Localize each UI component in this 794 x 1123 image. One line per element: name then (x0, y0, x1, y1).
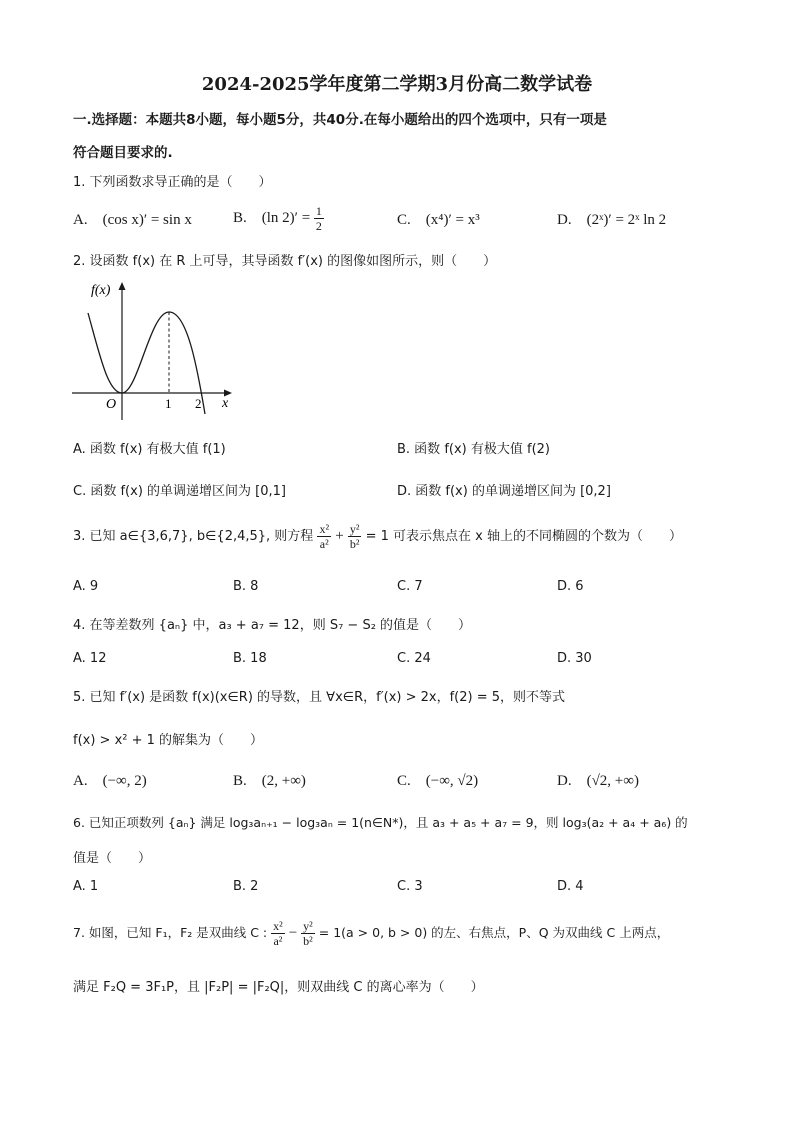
question-2-stem: 2. 设函数 f(x) 在 R 上可导，其导函数 f′(x) 的图像如图所示，则（ ） (73, 254, 497, 269)
question-7-stem-line2: 满足 F₂Q = 3F₁P，且 |F₂P| = |F₂Q|，则双曲线 C 的离心率为（ ） (73, 980, 484, 995)
question-3-fraction-y (348, 522, 362, 551)
question-2-derivative-graph (70, 276, 240, 426)
fraction-denominator: b² (303, 934, 313, 948)
question-2-option-a: A. 函数 f(x) 有极大值 f(1) (73, 442, 226, 457)
question-5-option-c: C. (−∞, √2) (397, 773, 479, 789)
graph-tick-1: 1 (165, 396, 172, 411)
question-4-option-a: A. 12 (73, 651, 107, 666)
fraction-numerator: x² (319, 522, 330, 536)
y-axis-arrow-icon (119, 282, 126, 290)
fraction-numerator: y² (303, 919, 313, 933)
section-instructions-line1: 一.选择题：本题共8小题，每小题5分，共40分.在每小题给出的四个选项中，只有一项是 (73, 112, 607, 128)
question-6-stem-line2: 值是（ ） (73, 851, 152, 866)
fraction-numerator: y² (349, 522, 360, 536)
question-7-stem-line1: 7. 如图，已知 F₁，F₂ 是双曲线 C : $\frac{\text{x²}}{\text{a²}}$ − $\frac{\text{y²}}{\text{b²}}$ = 1(a > 0, b > 0) 的左、右焦点，P、Q 为双曲线 C 上两点， (73, 919, 670, 948)
question-5-option-d: D. (√2, +∞) (557, 773, 639, 789)
fraction-numerator: x² (273, 919, 283, 933)
question-5-stem-line2: f(x) > x² + 1 的解集为（ ） (73, 733, 264, 748)
question-7-fraction-y (301, 919, 315, 948)
fraction-denominator: 2 (315, 219, 322, 233)
question-3-fraction-x (317, 522, 331, 551)
question-4-option-d: D. 30 (557, 651, 592, 666)
question-4-option-c: C. 24 (397, 651, 431, 666)
question-4-stem: 4. 在等差数列 {aₙ} 中，a₃ + a₇ = 12，则 S₇ − S₂ 的值是（ ） (73, 618, 472, 633)
question-1-stem: 1. 下列函数求导正确的是（ ） (73, 175, 272, 190)
fraction-denominator: a² (319, 537, 329, 551)
graph-x-label: x (222, 396, 229, 411)
question-3-stem-post: = 1 可表示焦点在 x 轴上的不同椭圆的个数为（ ） (365, 529, 682, 544)
graph-origin-label: O (106, 397, 117, 412)
question-1-option-b-text: B. (ln 2)′ = (233, 209, 311, 226)
question-6-stem-line1: 6. 已知正项数列 {aₙ} 满足 log₃aₙ₊₁ − log₃aₙ = 1(n∈N*)，且 a₃ + a₅ + a₇ = 9，则 log₃(a₂ + a₄ + a₆) 的 (73, 815, 688, 830)
question-7-stem-post: = 1(a > 0, b > 0) 的左、右焦点，P、Q 为双曲线 C 上两点， (318, 925, 670, 940)
question-3-option-c: C. 7 (397, 579, 423, 594)
question-1-option-a: A. (cos x)′ = sin x (73, 212, 192, 228)
question-7-stem-pre: 7. 如图，已知 F₁，F₂ 是双曲线 C : (73, 925, 268, 940)
question-2-option-b: B. 函数 f(x) 有极大值 f(2) (397, 442, 550, 457)
question-7-fraction-x (271, 919, 285, 948)
section-instructions-line2: 符合题目要求的. (73, 145, 173, 161)
fraction-numerator: 1 (315, 204, 322, 218)
question-5-stem-line1: 5. 已知 f′(x) 是函数 f(x)(x∈R) 的导数，且 ∀x∈R，f′(x) > 2x，f(2) = 5，则不等式 (73, 690, 566, 705)
question-6-option-b: B. 2 (233, 879, 259, 894)
question-2-option-d: D. 函数 f(x) 的单调递增区间为 [0,2] (397, 484, 611, 499)
question-6-option-c: C. 3 (397, 879, 423, 894)
question-3-stem-pre: 3. 已知 a∈{3,6,7}, b∈{2,4,5}, 则方程 (73, 529, 314, 544)
question-1-option-d: D. (2ˣ)′ = 2ˣ ln 2 (557, 212, 667, 228)
fraction-denominator: a² (273, 934, 283, 948)
question-3-option-a: A. 9 (73, 579, 99, 594)
question-1-option-c: C. (x⁴)′ = x³ (397, 212, 480, 228)
question-6-option-a: A. 1 (73, 879, 99, 894)
question-3-option-b: B. 8 (233, 579, 259, 594)
question-3-stem: 3. 已知 a∈{3,6,7}, b∈{2,4,5}, 则方程 $\frac{\text{x²}}{\text{a²}}$ + $\frac{\text{y²}}{\text{b²}}$ = 1 可表示焦点在 x 轴上的不同椭圆的个数为（ ） (73, 522, 682, 551)
question-6-option-d: D. 4 (557, 879, 584, 894)
graph-tick-2: 2 (195, 396, 202, 411)
question-3-option-d: D. 6 (557, 579, 584, 594)
question-2-option-c: C. 函数 f(x) 的单调递增区间为 [0,1] (73, 484, 286, 499)
question-4-option-b: B. 18 (233, 651, 267, 666)
page-title: 2024-2025学年度第二学期3月份高二数学试卷 (201, 74, 593, 95)
question-1-option-b-fraction (314, 204, 324, 233)
fraction-denominator: b² (349, 537, 360, 551)
graph-y-label: f(x) (91, 283, 111, 298)
question-5-option-b: B. (2, +∞) (233, 773, 306, 789)
question-5-option-a: A. (−∞, 2) (73, 773, 147, 789)
question-1-option-b (233, 204, 324, 233)
